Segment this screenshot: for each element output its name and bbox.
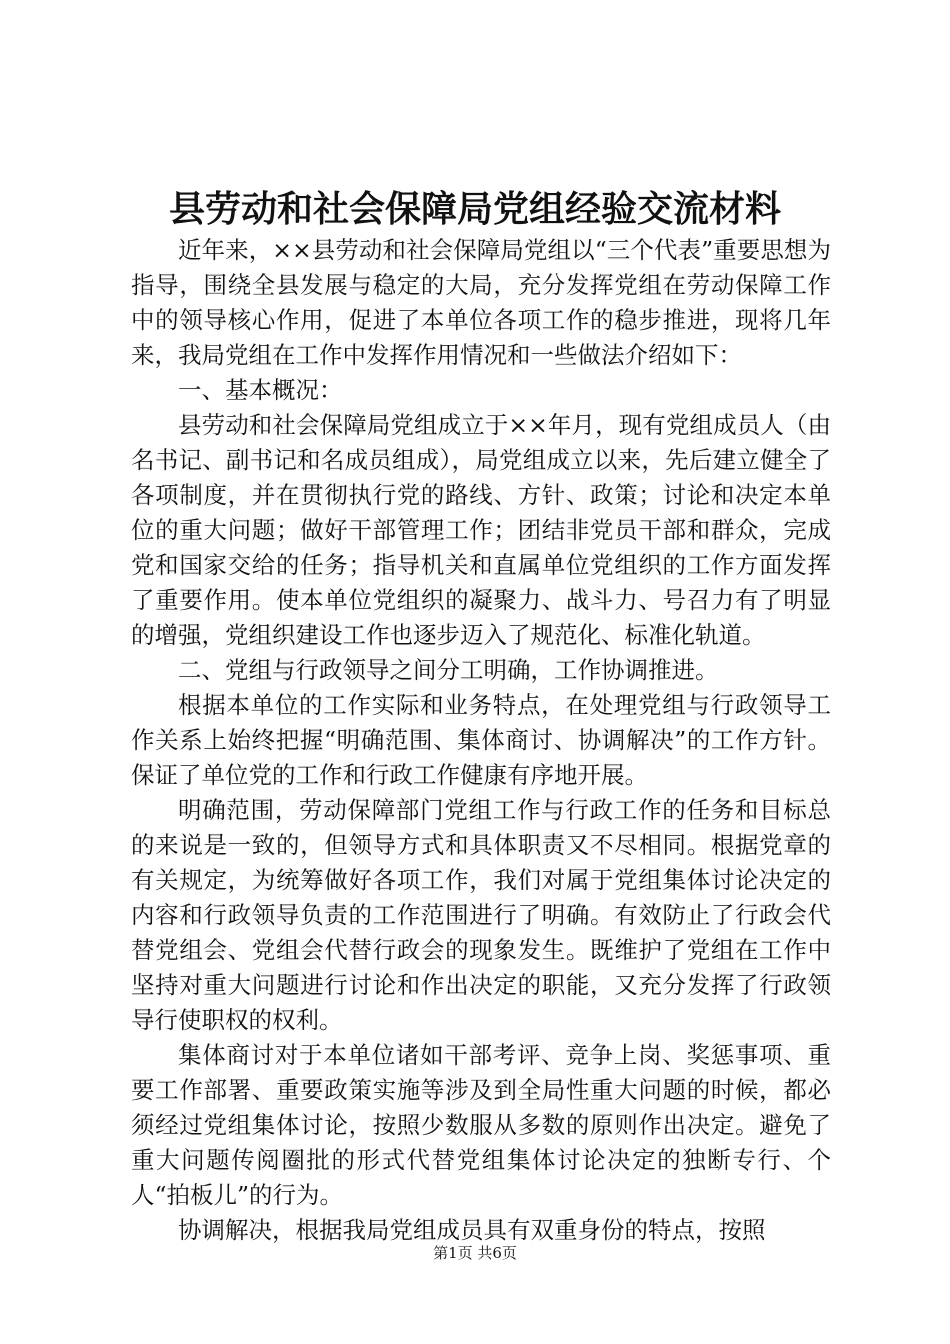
document-body bbox=[131, 233, 831, 1248]
paragraph-intro: 近年来，××县劳动和社会保障局党组以“三个代表”重要思想为指导，围绕全县发展与稳定的大局，充分发挥党组在劳动保障工作中的领导核心作用，促进了本单位各项工作的稳步推进，现将几年来，我局党组在工作中发挥作用情况和一些做法介绍如下： bbox=[131, 236, 831, 369]
section-heading-1: 一、基本概况： bbox=[178, 376, 343, 404]
paragraph-principle: 根据本单位的工作实际和业务特点，在处理党组与行政领导工作关系上始终把握“明确范围、集体商讨、协调解决”的工作方针。保证了单位党的工作和行政工作健康有序地开展。 bbox=[131, 691, 831, 789]
paragraph-coordination: 协调解决，根据我局党组成员具有双重身份的特点，按照 bbox=[178, 1216, 766, 1244]
paragraph-collective-discussion: 集体商讨对于本单位诸如干部考评、竞争上岗、奖惩事项、重要工作部署、重要政策实施等涉及到全局性重大问题的时候，都必须经过党组集体讨论，按照少数服从多数的原则作出决定。避免了重大问题传阅圈批的形式代替党组集体讨论决定的独断专行、个人“拍板儿”的行为。 bbox=[131, 1041, 831, 1209]
section-heading-2: 二、党组与行政领导之间分工明确，工作协调推进。 bbox=[178, 656, 719, 684]
page-number: 第1页 共6页 bbox=[433, 1244, 517, 1262]
paragraph-clear-scope: 明确范围，劳动保障部门党组工作与行政工作的任务和目标总的来说是一致的，但领导方式和具体职责又不尽相同。根据党章的有关规定，为统筹做好各项工作，我们对属于党组集体讨论决定的内容和行政领导负责的工作范围进行了明确。有效防止了行政会代替党组会、党组会代替行政会的现象发生。既维护了党组在工作中坚持对重大问题进行讨论和作出决定的职能，又充分发挥了行政领导行使职权的权利。 bbox=[131, 796, 831, 1034]
document-title: 县劳动和社会保障局党组经验交流材料 bbox=[168, 188, 781, 230]
paragraph-overview: 县劳动和社会保障局党组成立于××年月，现有党组成员人（由名书记、副书记和名成员组成），局党组成立以来，先后建立健全了各项制度，并在贯彻执行党的路线、方针、政策；讨论和决定本单位的重大问题；做好干部管理工作；团结非党员干部和群众，完成党和国家交给的任务；指导机关和直属单位党组织的工作方面发挥了重要作用。使本单位党组织的凝聚力、战斗力、号召力有了明显的增强，党组织建设工作也逐步迈入了规范化、标准化轨道。 bbox=[131, 411, 831, 649]
